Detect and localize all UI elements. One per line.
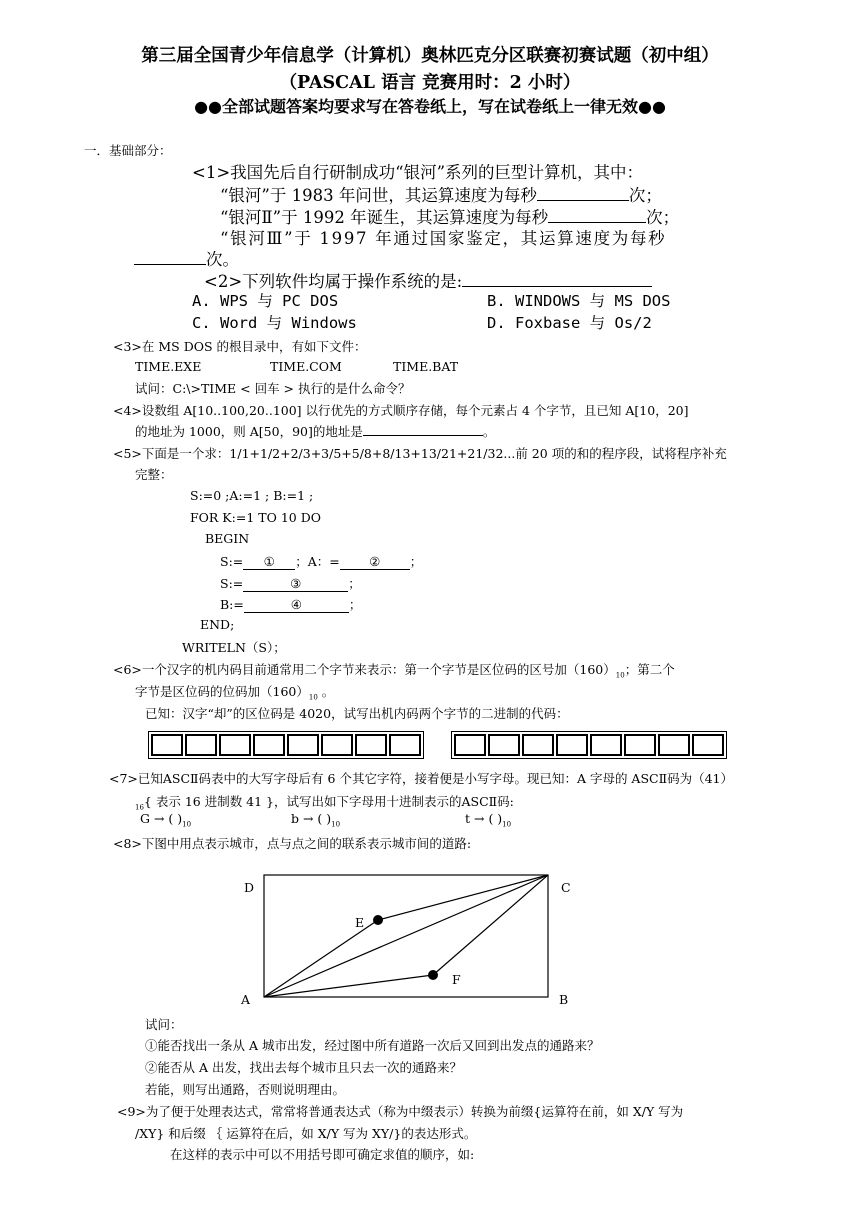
q7-line1: <7>已知ASCⅡ码表中的大写字母后有 6 个其它字符，接着便是小写字母。现已知：A 字母的 ASCⅡ码为（41）	[109, 771, 733, 786]
q2-option-c: C. Word 与 Windows	[192, 314, 357, 332]
q8-line1: <8>下图中用点表示城市，点与点之间的联系表示城市间的道路:	[113, 836, 472, 851]
subscript: 10	[308, 693, 318, 702]
q1-line3-text: “银河Ⅱ”于 1992 年诞生，其运算速度为每秒	[220, 208, 549, 227]
city-label-a: A	[241, 992, 251, 1007]
q3-question: 试问：C:\>TIME < 回车 > 执行的是什么命令？	[135, 381, 411, 396]
q3-file-com: TIME.COM	[270, 359, 342, 374]
city-label-c: C	[561, 880, 571, 895]
q3-line1: <3>在 MS DOS 的根目录中，有如下文件：	[113, 339, 367, 354]
city-label-f: F	[452, 972, 461, 987]
q9-line2: /XY} 和后缀 ｛ 运算符在后，如 X/Y 写为 XY/}的表达形式。	[135, 1126, 477, 1141]
road-a-e	[264, 920, 378, 997]
city-e-dot	[373, 915, 383, 925]
code-text: ；A：=	[295, 554, 340, 569]
q9-line1: <9>为了便于处理表达式，常常将普通表达式（称为中缀表示）转换为前缀{运算符在前，如 X/Y 写为	[117, 1104, 684, 1119]
q5-line1: <5>下面是一个求：1/1+1/2+2/3+3/5+5/8+8/13+13/21+21/32...前 20 项的和的程序段，试将程序补充	[113, 446, 727, 461]
q5-line2: 完整：	[135, 467, 173, 482]
code-blank-1: ①	[243, 554, 295, 570]
q6-line3: 已知：汉字“却”的区位码是 4020，试写出机内码两个字节的二进制的代码：	[145, 706, 569, 721]
code-blank-2: ②	[340, 554, 410, 570]
q6-text: <6>一个汉字的机内码目前通常用二个字节来表示：第一个字节是区位码的区号加（160）	[113, 662, 616, 677]
q1-line2-text: “银河”于 1983 年问世，其运算速度为每秒	[220, 186, 537, 205]
subscript: 10	[331, 820, 341, 829]
code-blank-3: ③	[243, 576, 348, 592]
q6-text: ；第二个	[624, 662, 675, 677]
subscript: 16	[135, 803, 144, 812]
code-line-writeln: WRITELN（S）；	[182, 640, 286, 655]
code-text: S:=	[220, 576, 244, 591]
q8-ask: 试问：	[145, 1017, 183, 1032]
subscript: 10	[502, 820, 512, 829]
city-f-dot	[428, 970, 438, 980]
q7-text: t → ( )	[465, 811, 503, 826]
q3-file-exe: TIME.EXE	[135, 359, 202, 374]
q2-question: <2>下列软件均属于操作系统的是:	[204, 272, 463, 291]
q1-line2-end: 次；	[628, 186, 662, 205]
q6-text: 字节是区位码的位码加（160）	[135, 684, 309, 699]
q1-line5-text: 次。	[206, 250, 239, 269]
q7-text: { 表示 16 进制数 41 }，试写出如下字母用十进制表示的ASCⅡ码:	[143, 794, 514, 809]
q1-line4: “银河Ⅲ”于 1997 年通过国家鉴定，其运算速度为每秒	[220, 229, 667, 248]
q1-line1: <1>我国先后自行研制成功“银河”系列的巨型计算机，其中：	[192, 163, 644, 182]
code-line-init: S:=0 ;A:=1 ; B:=1 ;	[190, 488, 314, 503]
q7-text: b → ( )	[291, 811, 332, 826]
subscript: 10	[615, 671, 625, 680]
page-subtitle: （PASCAL 语言 竞赛用时：2 小时）	[279, 73, 581, 93]
q2-option-d: D. Foxbase 与 Os/2	[487, 314, 652, 332]
q4-line2-text: 的地址为 1000，则 A[50，90]的地址是	[135, 424, 363, 439]
q1-line3-end: 次；	[646, 208, 680, 227]
code-text: ；	[409, 554, 423, 569]
q8-ask1: ①能否找出一条从 A 城市出发，经过图中所有道路一次后又回到出发点的通路来？	[145, 1038, 600, 1053]
section-label: 一．基础部分：	[84, 143, 172, 158]
q9-line3: 在这样的表示中可以不用括号即可确定求值的顺序，如:	[170, 1147, 475, 1162]
code-text: ；	[348, 576, 361, 591]
code-text: B:=	[220, 597, 244, 612]
city-label-d: D	[244, 880, 255, 895]
code-line-for: FOR K:=1 TO 10 DO	[190, 510, 321, 525]
code-line-begin: BEGIN	[205, 531, 250, 546]
page-notice: ●●全部试题答案均要求写在答卷纸上，写在试卷纸上一律无效●●	[194, 97, 666, 116]
code-text: ；	[348, 597, 362, 612]
subscript: 10	[182, 820, 192, 829]
q6-text: 。	[317, 684, 335, 699]
page-title: 第三届全国青少年信息学（计算机）奥林匹克分区联赛初赛试题（初中组）	[141, 46, 719, 66]
q4-line1: <4>设数组 A[10..100,20..100] 以行优先的方式顺序存储，每个元素占 4 个字节，且已知 A[10，20]	[113, 403, 689, 418]
q2-option-b: B. WINDOWS 与 MS DOS	[487, 292, 671, 310]
code-blank-4: ④	[244, 597, 349, 613]
code-text: S:=	[220, 554, 244, 569]
q7-text: G → ( )	[140, 811, 183, 826]
q2-option-a: A. WPS 与 PC DOS	[192, 292, 339, 310]
code-line-end: END;	[200, 617, 235, 632]
q8-ask2: ②能否从 A 出发，找出去每个城市且只去一次的通路来？	[145, 1060, 462, 1075]
q8-ask3: 若能，则写出通路，否则说明理由。	[145, 1082, 346, 1097]
q3-file-bat: TIME.BAT	[393, 359, 459, 374]
q4-line2-end: 。	[482, 424, 496, 439]
city-label-e: E	[355, 915, 365, 930]
city-label-b: B	[559, 992, 569, 1007]
